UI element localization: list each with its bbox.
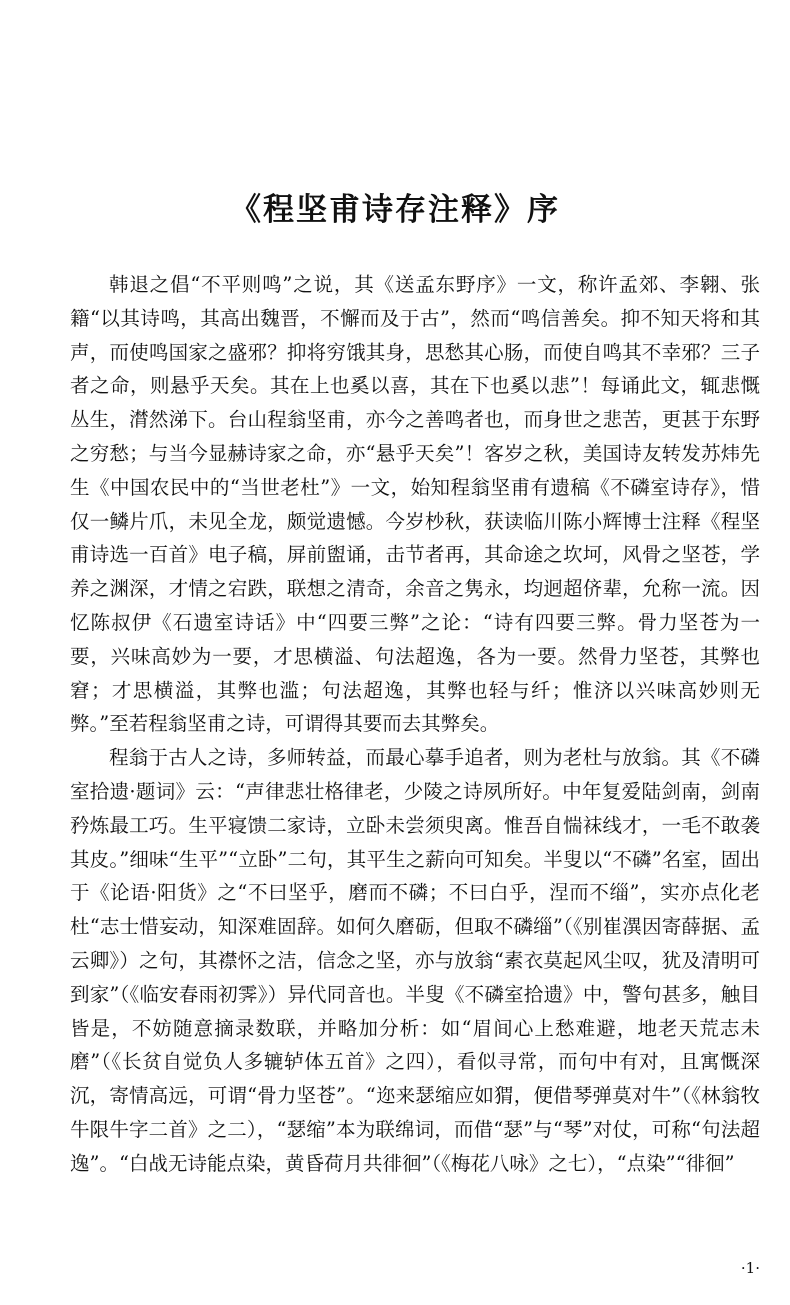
page-number: ·1· — [740, 1259, 760, 1277]
paragraph-2: 程翁于古人之诗，多师转益，而最心摹手追者，则为老杜与放翁。其《不磷室拾遗·题词》云：“声律悲壮格律老，少陵之诗夙所好。中年复爱陆剑南，剑南矜炼最工巧。生平寝馈二家诗，立卧未尝须臾离。惟吾自惴袜线才，一毛不敢袭其皮。”细味“生平”“立卧”二句，其平生之薪向可知矣。半叟以“不磷”名室，固出于《论语·阳货》之“不曰坚乎，磨而不磷；不曰白乎，涅而不缁”，实亦点化老杜“志士惜妄动，知深难固辞。如何久磨砺，但取不磷缁”（《别崔潩因寄薛据、孟云卿》）之句，其襟怀之洁，信念之坚，亦与放翁“素衣莫起风尘叹，犹及清明可到家”（《临安春雨初霁》）异代同音也。半叟《不磷室拾遗》中，警句甚多，触目皆是，不妨随意摘录数联，并略加分析：如“眉间心上愁难避，地老天荒志未磨”（《长贫自觉负人多辘轳体五首》之四），看似寻常，而句中有对，且寓慨深沉，寄情高远，可谓“骨力坚苍”。“迩来瑟缩应如猬，便借琴弹莫对牛”（《林翁牧牛限牛字二首》之二），“瑟缩”本为联绵词，而借“瑟”与“琴”对仗，可称“句法超逸”。“白战无诗能点染，黄昏荷月共徘徊”（《梅花八咏》之七），“点染”“徘徊” — [70, 746, 760, 1175]
page-title: 《程坚甫诗存注释》序 — [230, 192, 560, 228]
body-text — [70, 268, 760, 1181]
paragraph-1: 韩退之倡“不平则鸣”之说，其《送孟东野序》一文，称许孟郊、李翱、张籍“以其诗鸣，其高出魏晋，不懈而及于古”，然而“鸣信善矣。抑不知天将和其声，而使鸣国家之盛邪？抑将穷饿其身，思愁其心肠，而使自鸣其不幸邪？三子者之命，则悬乎天矣。其在上也奚以喜，其在下也奚以悲”！每诵此文，辄悲慨丛生，潸然涕下。台山程翁坚甫，亦今之善鸣者也，而身世之悲苦，更甚于东野之穷愁；与当今显赫诗家之命，亦“悬乎天矣”！客岁之秋，美国诗友转发苏炜先生《中国农民中的“当世老杜”》一文，始知程翁坚甫有遗稿《不磷室诗存》，惜仅一鳞片爪，未见全龙，颇觉遗憾。今岁杪秋，获读临川陈小辉博士注释《程坚甫诗选一百首》电子稿，屏前盥诵，击节者再，其命途之坎坷，风骨之坚苍，学养之渊深，才情之宕跌，联想之清奇，余音之隽永，均迥超侪辈，允称一流。因忆陈叔伊《石遗室诗话》中“四要三弊”之论：“诗有四要三弊。骨力坚苍为一要，兴味高妙为一要，才思横溢、句法超逸，各为一要。然骨力坚苍，其弊也窘；才思横溢，其弊也滥；句法超逸，其弊也轻与纤；惟济以兴味高妙则无弊。”至若程翁坚甫之诗，可谓得其要而去其弊矣。 — [70, 273, 760, 736]
